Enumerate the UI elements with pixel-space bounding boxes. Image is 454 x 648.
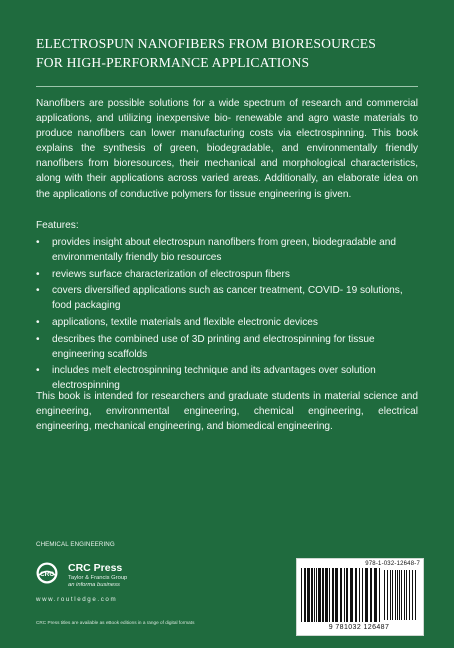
barcode-bar — [346, 568, 348, 622]
barcode-bar — [390, 570, 391, 620]
barcode-bar — [335, 568, 338, 622]
barcode-bar — [332, 568, 334, 622]
barcode-bar — [355, 568, 357, 622]
bullet-icon: • — [36, 365, 40, 377]
barcode-bar — [365, 568, 368, 622]
audience-paragraph: This book is intended for researchers and graduate students in material science and engineering, environmental engineering, chemical engineering, electrical engineering, mechanical engineering, and biomedical engineering. — [36, 391, 418, 433]
barcode-bar — [359, 568, 360, 622]
barcode-bar — [395, 570, 396, 620]
feature-item: • describes the combined use of 3D printing and electrospinning for tissue engineering scaffolds — [36, 333, 375, 360]
bullet-icon: • — [36, 237, 40, 248]
barcode-bar — [379, 568, 380, 622]
publisher-tagline: an informa business — [68, 582, 120, 588]
features-list — [36, 236, 418, 396]
price-addon-barcode — [384, 570, 418, 620]
barcode-bar — [406, 570, 407, 620]
features-label: Features: — [36, 220, 79, 231]
barcode-bar — [392, 570, 393, 620]
crc-logo-text: CRC — [39, 571, 55, 578]
feature-item: • provides insight about electrospun nanofibers from green, biodegradable and environmentally friendly bio resources — [36, 237, 396, 263]
book-title — [36, 34, 426, 72]
barcode-bar — [401, 570, 402, 620]
barcode-bar — [370, 568, 372, 622]
book-title-line-2: FOR HIGH-PERFORMANCE APPLICATIONS — [36, 55, 310, 70]
isbn-digits: 9 781032 126487 — [328, 624, 390, 631]
feature-item: • includes melt electrospinning technique and its advantages over solution electrospinning — [36, 365, 376, 392]
bullet-icon: • — [36, 333, 40, 345]
bullet-icon: • — [36, 268, 40, 280]
barcode-bar — [329, 568, 330, 622]
barcode-bar — [340, 568, 342, 622]
bullet-icon: • — [36, 285, 40, 297]
barcode-bar — [415, 570, 416, 620]
barcode-bar — [404, 570, 405, 620]
subject-category: CHEMICAL ENGINEERING — [36, 541, 115, 548]
description-paragraph: Nanofibers are possible solutions for a wide spectrum of research and commercial applications, and utilizing inexpensive bio- renewable and agro waste materials to produce nanofibers can lower manufacturing costs via electrospinning. This book explains the synthesis of green, biodegradable, and environmentally friendly nanofibers from bioresources, their mechanical and morphological characteristics, along with their applications across varied areas. Additionally, an elaborate idea on the applications of conductive polymers for tissue engineering is given. — [36, 98, 418, 200]
barcode-bar — [387, 570, 388, 620]
barcode-bar — [409, 570, 410, 620]
isbn-label: 978-1-032-12648-7 — [365, 561, 420, 567]
barcode-bar — [399, 570, 400, 620]
publisher-url: www.routledge.com — [36, 596, 118, 603]
barcode-bar — [318, 568, 321, 622]
book-title-line-1: ELECTROSPUN NANOFIBERS FROM BIORESOURCES — [36, 36, 376, 51]
barcode-bar — [412, 570, 413, 620]
isbn-barcode — [301, 568, 381, 622]
feature-item: • reviews surface characterization of electrospun fibers — [36, 268, 418, 283]
publisher-name: CRC Press — [68, 562, 123, 574]
publisher-group: Taylor & Francis Group — [68, 575, 128, 581]
barcode-bar — [311, 568, 313, 622]
barcode-bar — [304, 568, 306, 622]
bullet-icon: • — [36, 316, 40, 328]
barcode-bar — [322, 568, 324, 622]
barcode-bar — [374, 568, 377, 622]
barcode-bar — [350, 568, 353, 622]
barcode-bar — [325, 568, 328, 622]
barcode-bar — [384, 570, 385, 620]
barcode-bar — [344, 568, 345, 622]
crc-press-logo-icon — [36, 562, 58, 584]
feature-item: • applications, textile materials and flexible electronic devices — [36, 316, 418, 331]
feature-item: • covers diversified applications such as cancer treatment, COVID- 19 solutions, food packaging — [36, 285, 403, 312]
barcode-bar — [316, 568, 317, 622]
ebook-note: CRC Press titles are available as eBook editions in a range of digital formats — [36, 620, 195, 625]
title-divider — [36, 86, 418, 87]
barcode-bar — [307, 568, 310, 622]
barcode-bar — [362, 568, 363, 622]
barcode-bar — [314, 568, 315, 622]
barcode-bar — [301, 568, 302, 622]
barcode-bar — [397, 570, 398, 620]
